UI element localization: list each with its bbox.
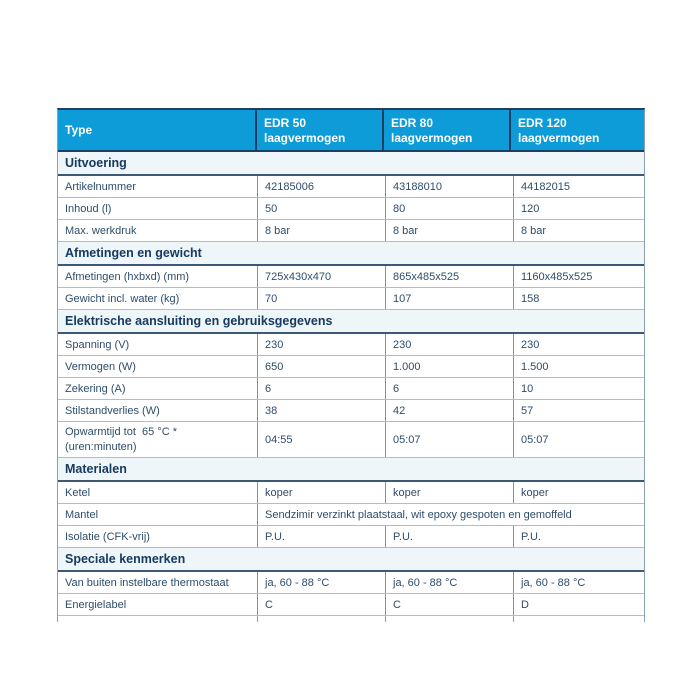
row-label: Van buiten instelbare thermostaat xyxy=(58,572,258,593)
spec-cell: 6 xyxy=(386,378,514,399)
spec-cell: 8 bar xyxy=(386,220,514,241)
header-cell-type: Type xyxy=(58,110,257,150)
section-header-materialen: Materialen xyxy=(58,458,644,482)
spec-cell: 8 bar xyxy=(258,220,386,241)
spec-cell: 230 xyxy=(386,334,514,355)
spec-cell: ja, 60 - 88 °C xyxy=(386,572,514,593)
spec-cell: P.U. xyxy=(258,526,386,547)
spec-cell: 50 xyxy=(258,198,386,219)
spec-cell: ja, 60 - 88 °C xyxy=(521,576,586,589)
header-model-sub: laagvermogen xyxy=(518,130,600,145)
spec-cell: 1.000 xyxy=(386,356,514,377)
row-label: Vermogen (W) xyxy=(58,356,258,377)
table-row xyxy=(58,288,644,310)
row-label-line1: Opwarmtijd tot 65 °C * xyxy=(65,426,177,438)
spec-cell: C xyxy=(386,594,514,615)
table-row xyxy=(58,422,644,458)
row-label: Mantel xyxy=(58,504,258,525)
section-header-speciale-kenmerken: Speciale kenmerken xyxy=(58,548,644,572)
spec-cell: koper xyxy=(521,486,549,499)
spec-cell: 120 xyxy=(521,202,540,215)
spec-cell: 107 xyxy=(386,288,514,309)
table-row xyxy=(58,198,644,220)
header-model-name: EDR 80 xyxy=(391,115,434,130)
row-label: Energielabel xyxy=(58,594,258,615)
section-header-uitvoering: Uitvoering xyxy=(58,152,644,176)
row-label: Artikelnummer xyxy=(58,176,258,197)
spec-cell: 42 xyxy=(386,400,514,421)
row-label-line2: (uren:minuten) xyxy=(65,441,137,453)
header-model-sub: laagvermogen xyxy=(264,130,346,145)
spec-cell: 42185006 xyxy=(258,176,386,197)
spec-cell: 650 xyxy=(258,356,386,377)
section-header-elektrisch: Elektrische aansluiting en gebruiksgegevens xyxy=(58,310,644,334)
row-label: Max. werkdruk xyxy=(58,220,258,241)
header-model-name: EDR 50 xyxy=(264,115,307,130)
header-model-sub: laagvermogen xyxy=(391,130,473,145)
section-header-afmetingen: Afmetingen en gewicht xyxy=(58,242,644,266)
spec-cell: 05:07 xyxy=(521,433,549,446)
spec-cell: ja, 60 - 88 °C xyxy=(258,572,386,593)
table-row xyxy=(58,482,644,504)
table-row xyxy=(58,378,644,400)
table-cutoff-stub xyxy=(58,616,644,622)
spec-cell: 158 xyxy=(521,292,540,305)
table-row xyxy=(58,572,644,594)
spec-cell: 44182015 xyxy=(521,180,570,193)
spec-cell: 865x485x525 xyxy=(386,266,514,287)
header-cell-edr80 xyxy=(384,110,511,150)
spec-cell: 230 xyxy=(521,338,540,351)
spec-cell: P.U. xyxy=(521,530,541,543)
spec-cell: 70 xyxy=(258,288,386,309)
header-cell-edr50 xyxy=(257,110,384,150)
spec-cell: C xyxy=(258,594,386,615)
row-label: Stilstandverlies (W) xyxy=(58,400,258,421)
spec-cell: 6 xyxy=(258,378,386,399)
table-row xyxy=(58,504,644,526)
spec-cell: 05:07 xyxy=(386,422,514,457)
table-row xyxy=(58,266,644,288)
spec-cell: koper xyxy=(258,482,386,503)
row-label: Isolatie (CFK-vrij) xyxy=(58,526,258,547)
row-label: Gewicht incl. water (kg) xyxy=(58,288,258,309)
spec-cell: 1160x485x525 xyxy=(521,270,593,283)
spec-cell: 725x430x470 xyxy=(258,266,386,287)
row-label: Inhoud (l) xyxy=(58,198,258,219)
table-row xyxy=(58,220,644,242)
header-cell-edr120 xyxy=(511,110,639,150)
row-label: Spanning (V) xyxy=(58,334,258,355)
spec-cell: 43188010 xyxy=(386,176,514,197)
spec-cell: 8 bar xyxy=(521,224,547,237)
spec-cell: D xyxy=(521,598,529,611)
header-model-name: EDR 120 xyxy=(518,115,567,130)
table-row xyxy=(58,526,644,548)
spec-cell-spanned: Sendzimir verzinkt plaatstaal, wit epoxy gespoten en gemoffeld xyxy=(265,508,572,521)
product-spec-table xyxy=(57,108,645,622)
table-header-row xyxy=(58,110,644,152)
table-row xyxy=(58,594,644,616)
spec-cell: P.U. xyxy=(386,526,514,547)
spec-cell: 04:55 xyxy=(258,422,386,457)
spec-cell: koper xyxy=(386,482,514,503)
spec-cell: 80 xyxy=(386,198,514,219)
table-row xyxy=(58,176,644,198)
row-label: Zekering (A) xyxy=(58,378,258,399)
spec-cell: 57 xyxy=(521,404,534,417)
row-label xyxy=(58,422,258,457)
table-row xyxy=(58,400,644,422)
spec-cell: 230 xyxy=(258,334,386,355)
table-row xyxy=(58,334,644,356)
table-row xyxy=(58,356,644,378)
row-label: Ketel xyxy=(58,482,258,503)
row-label: Afmetingen (hxbxd) (mm) xyxy=(58,266,258,287)
spec-cell: 38 xyxy=(258,400,386,421)
spec-cell: 10 xyxy=(521,382,534,395)
spec-cell: 1.500 xyxy=(521,360,549,373)
